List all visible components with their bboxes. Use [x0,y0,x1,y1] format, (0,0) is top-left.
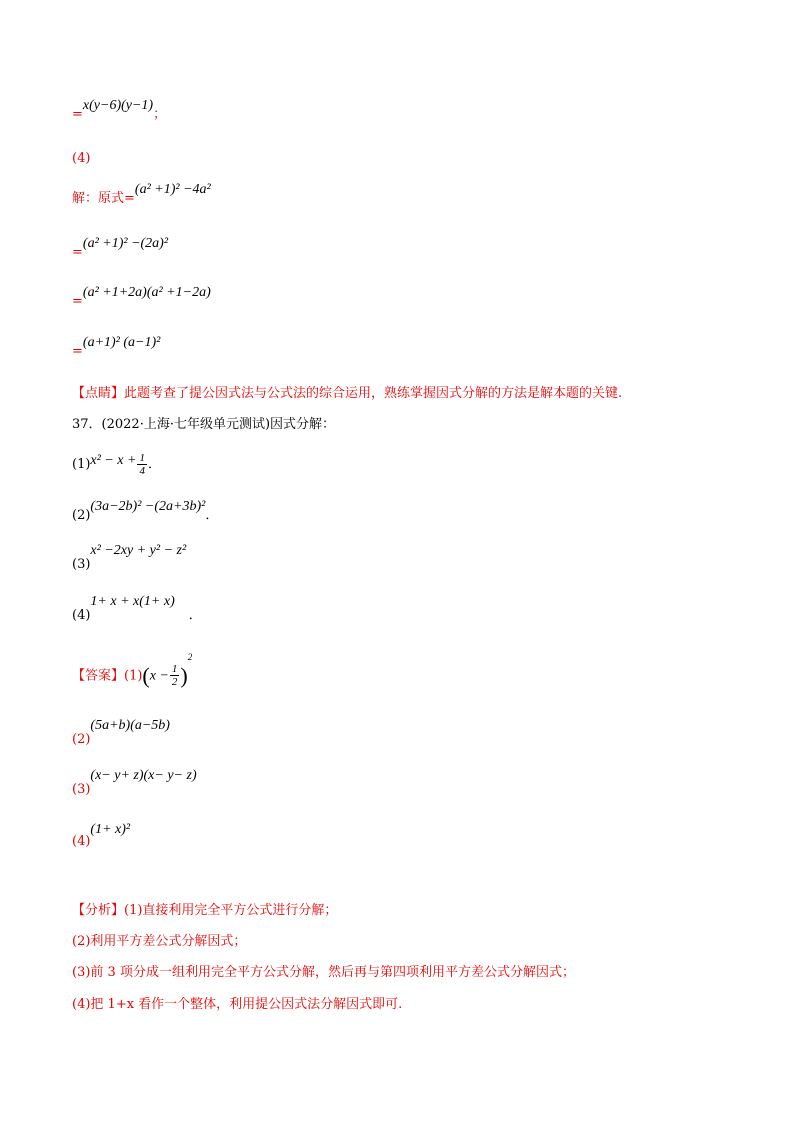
math-expression: (5a+b)(a−5b) [90,718,170,733]
equals-sign: = [72,245,83,260]
math-expression: (a² +1+2a)(a² +1−2a) [82,285,211,300]
equals-sign: = [72,344,83,359]
equals-sign: = [72,294,83,309]
part-label: (3) [72,557,91,572]
math-expression: x(y−6)(y−1) [82,98,154,113]
problem-part-4: (4)1+ x + x(1+ x)． [72,594,202,623]
math-expression: (a+1)² (a−1)² [82,335,161,350]
part-label: (4) [72,834,91,849]
answer-part-1: 【答案】(1)(x − $\frac{1}{2}$ )$^2$ [72,652,193,689]
fraction: $\frac{1}{4}$ [139,452,145,477]
part-label: (2) [72,508,91,523]
answer-part-3 [72,768,197,799]
solution-start [72,182,211,208]
math-expression: x² − x + [90,453,137,468]
solution-line-1 [72,98,167,124]
analysis-line-2: (2)利用平方差公式分解因式； [72,934,247,949]
solution-step-3 [72,335,161,361]
answer-part-4 [72,822,131,851]
analysis-line-4: (4)把 1+x 看作一个整体，利用提公因式法分解因式即可. [72,997,403,1012]
solution-step-1 [72,236,169,262]
math-expression: (a² +1)² −(2a)² [82,236,169,251]
analysis-line-1: 【分析】(1)直接利用完全平方公式进行分解； [72,903,338,918]
math-expression: 1+ x + x(1+ x) [90,594,175,609]
math-expression: (x− y+ z)(x− y− z) [90,768,197,783]
part-label: (1) [72,457,91,472]
math-expression: (a² +1)² −4a² [134,182,211,197]
key-point-comment: 【点睛】此题考查了提公因式法与公式法的综合运用，熟练掌握因式分解的方法是解本题的关键. [72,386,623,401]
exponent: 2 [187,652,193,662]
solution-label: 解：原式= [72,191,135,206]
equals-sign: = [72,107,83,122]
math-expression: x² −2xy + y² − z² [90,543,187,558]
fraction: $\frac{1}{2}$ [171,663,178,689]
problem-title: 37．(2022·上海·七年级单元测试)因式分解： [72,417,336,432]
part-label: (3) [72,782,91,797]
part-label: (4) [72,608,91,623]
problem-part-3 [72,543,187,574]
analysis-line-3: (3)前 3 项分成一组利用完全平方公式分解，然后再与第四项利用平方差公式分解因式； [72,965,575,980]
part-label: (2) [72,732,91,747]
problem-part-2: (2)(3a−2b)² −(2a+3b)²． [72,499,219,523]
answer-part-2 [72,718,170,749]
problem-part-1: (1)x² − x + $\frac{1}{4}$ ． [72,452,161,477]
math-expression: x − [149,668,169,684]
solution-step-2 [72,285,211,311]
part-label: (4) [72,151,91,166]
math-expression: (3a−2b)² −(2a+3b)² [90,499,206,514]
punctuation: ； [153,107,167,122]
answer-label: 【答案】(1) [72,668,143,684]
math-expression: (1+ x)² [90,822,131,837]
